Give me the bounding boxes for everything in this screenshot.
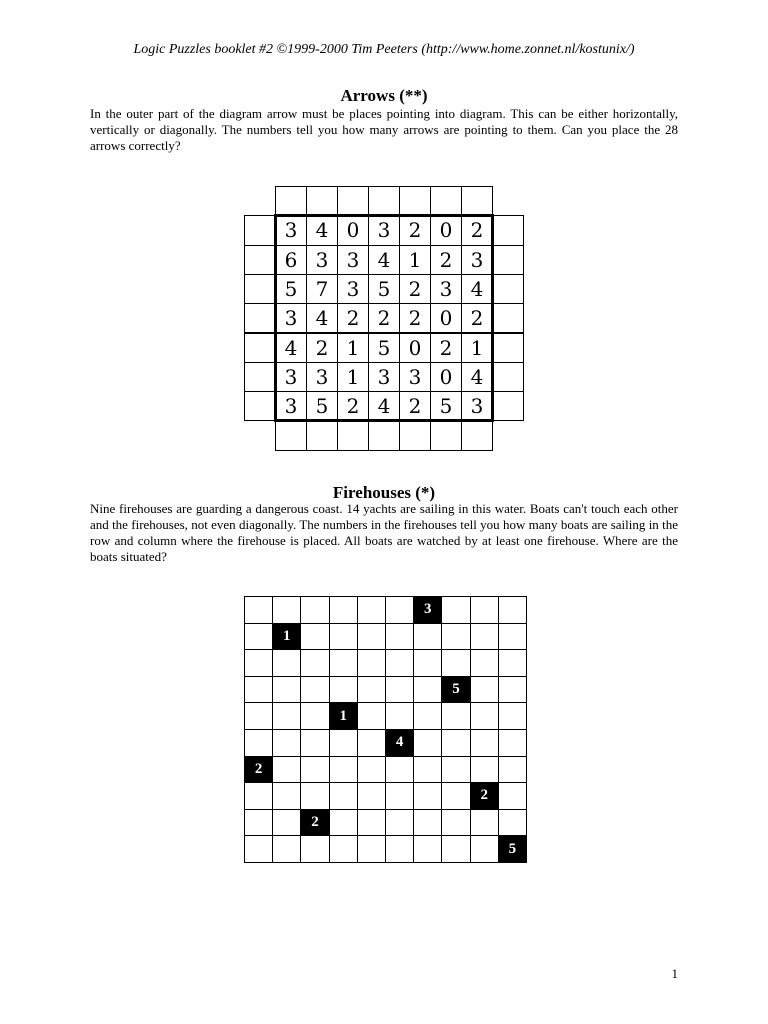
firehouses-cell[interactable]	[385, 782, 414, 810]
arrows-number-cell	[368, 215, 400, 245]
firehouses-cell[interactable]	[272, 729, 301, 757]
arrow-placement-cell[interactable]	[368, 420, 400, 450]
firehouses-cell[interactable]	[498, 809, 527, 837]
firehouses-puzzle-grid	[244, 596, 528, 864]
arrows-number-cell	[430, 245, 462, 275]
arrow-placement-cell[interactable]	[244, 215, 276, 245]
firehouses-cell[interactable]	[300, 756, 329, 784]
firehouses-cell[interactable]	[357, 596, 386, 624]
arrows-number-cell	[337, 333, 369, 363]
arrows-number: 4	[377, 247, 391, 272]
arrows-number-cell	[461, 215, 493, 245]
arrows-number: 2	[470, 306, 484, 331]
arrows-number-cell	[275, 333, 307, 363]
arrows-number: 3	[346, 247, 360, 272]
arrows-number: 7	[315, 277, 329, 302]
firehouses-cell[interactable]	[272, 782, 301, 810]
arrows-number: 0	[439, 306, 453, 331]
arrow-placement-cell[interactable]	[461, 420, 493, 450]
firehouses-cell[interactable]	[385, 702, 414, 730]
arrows-number: 0	[439, 364, 453, 389]
firehouses-cell[interactable]	[329, 676, 358, 704]
arrows-number: 5	[284, 277, 298, 302]
arrows-number: 1	[346, 364, 360, 389]
firehouses-cell[interactable]	[413, 835, 442, 863]
firehouses-cell[interactable]	[441, 623, 470, 651]
arrows-number-cell	[306, 362, 338, 392]
firehouses-cell[interactable]	[498, 649, 527, 677]
arrows-number: 1	[346, 335, 360, 360]
arrows-number: 3	[470, 247, 484, 272]
arrows-number-cell	[461, 333, 493, 363]
firehouses-cell[interactable]	[272, 649, 301, 677]
arrows-number: 5	[439, 394, 453, 419]
firehouses-cell[interactable]	[329, 835, 358, 863]
firehouses-cell[interactable]	[498, 756, 527, 784]
firehouses-cell[interactable]	[470, 835, 499, 863]
arrows-number-cell	[368, 391, 400, 421]
arrow-placement-cell[interactable]	[492, 245, 524, 275]
arrows-number-cell	[275, 362, 307, 392]
firehouses-cell[interactable]	[357, 676, 386, 704]
arrows-number: 2	[346, 394, 360, 419]
arrows-number: 2	[346, 306, 360, 331]
firehouses-cell[interactable]	[300, 623, 329, 651]
firehouse-cell: 2	[301, 810, 328, 836]
arrows-number-cell	[399, 215, 431, 245]
firehouses-cell[interactable]	[441, 756, 470, 784]
arrow-placement-cell[interactable]	[368, 186, 400, 216]
arrows-number-cell	[337, 215, 369, 245]
firehouses-cell[interactable]	[244, 835, 273, 863]
arrows-number: 3	[346, 277, 360, 302]
firehouses-cell[interactable]	[244, 782, 273, 810]
firehouses-title: Firehouses (*)	[332, 483, 436, 502]
firehouse-cell: 5	[499, 836, 526, 862]
firehouses-cell[interactable]	[385, 676, 414, 704]
arrows-number: 3	[315, 247, 329, 272]
firehouses-cell[interactable]	[385, 649, 414, 677]
page-number: 1	[671, 966, 678, 981]
firehouses-cell[interactable]	[385, 835, 414, 863]
arrows-number-cell	[368, 362, 400, 392]
arrows-number: 3	[284, 364, 298, 389]
arrows-number: 2	[439, 247, 453, 272]
arrows-number: 4	[315, 306, 329, 331]
arrows-number: 5	[377, 335, 391, 360]
arrow-placement-cell[interactable]	[430, 186, 462, 216]
arrows-number: 3	[408, 364, 422, 389]
firehouses-cell[interactable]	[244, 729, 273, 757]
firehouses-cell[interactable]	[300, 782, 329, 810]
firehouses-cell[interactable]	[498, 702, 527, 730]
firehouse-cell: 2	[245, 757, 272, 783]
arrows-number-cell	[399, 362, 431, 392]
arrow-placement-cell[interactable]	[492, 215, 524, 245]
arrows-number-cell	[275, 303, 307, 333]
firehouses-cell[interactable]	[329, 623, 358, 651]
firehouses-cell[interactable]	[300, 835, 329, 863]
arrows-number-cell	[461, 362, 493, 392]
arrows-number: 3	[377, 218, 391, 243]
firehouses-cell[interactable]	[300, 649, 329, 677]
firehouses-cell[interactable]	[441, 649, 470, 677]
arrows-number: 6	[284, 247, 298, 272]
firehouses-cell[interactable]	[329, 782, 358, 810]
arrow-placement-cell[interactable]	[244, 274, 276, 304]
arrows-number-cell	[399, 391, 431, 421]
arrows-number-cell	[430, 215, 462, 245]
firehouses-cell[interactable]	[470, 809, 499, 837]
firehouses-cell[interactable]	[244, 649, 273, 677]
arrow-placement-cell[interactable]	[244, 333, 276, 363]
firehouses-cell[interactable]	[329, 729, 358, 757]
firehouses-cell[interactable]	[300, 702, 329, 730]
firehouses-cell[interactable]	[498, 729, 527, 757]
firehouses-cell[interactable]	[357, 702, 386, 730]
firehouses-cell[interactable]	[441, 835, 470, 863]
arrows-number-cell	[275, 245, 307, 275]
firehouses-cell[interactable]	[413, 623, 442, 651]
arrows-number-cell	[275, 215, 307, 245]
firehouse-cell: 3	[414, 597, 441, 623]
firehouses-cell[interactable]	[244, 596, 273, 624]
firehouses-cell[interactable]	[357, 756, 386, 784]
firehouses-cell[interactable]	[272, 809, 301, 837]
arrows-number: 3	[315, 364, 329, 389]
firehouses-cell[interactable]	[357, 782, 386, 810]
arrows-number-cell	[306, 333, 338, 363]
arrows-number-cell	[399, 303, 431, 333]
firehouse-cell: 4	[386, 730, 413, 756]
firehouses-cell[interactable]	[413, 676, 442, 704]
arrows-number: 0	[346, 218, 360, 243]
arrows-description: In the outer part of the diagram arrow must be places pointing into diagram. This can be either horizontally, vertically or diagonally. The numbers tell you how many arrows are pointing to them. Can you place the 28 arrows correctly?	[90, 106, 678, 153]
arrows-number: 4	[377, 394, 391, 419]
arrows-number-cell	[399, 333, 431, 363]
arrows-number: 2	[377, 306, 391, 331]
firehouse-cell: 2	[471, 783, 498, 809]
firehouses-cell[interactable]	[470, 649, 499, 677]
page-header: Logic Puzzles booklet #2 ©1999-2000 Tim Peeters (http://www.home.zonnet.nl/kostunix/)	[133, 42, 635, 57]
arrow-placement-cell[interactable]	[244, 303, 276, 333]
firehouses-cell[interactable]	[413, 729, 442, 757]
arrow-placement-cell[interactable]	[275, 186, 307, 216]
firehouses-cell[interactable]	[329, 649, 358, 677]
firehouses-cell[interactable]	[357, 729, 386, 757]
arrows-number-cell	[275, 391, 307, 421]
arrows-number-cell	[337, 274, 369, 304]
firehouses-description: Nine firehouses are guarding a dangerous coast. 14 yachts are sailing in this water. Boats can't touch each other and the firehouses, not even diagonally. The numbers in the firehouses tell you how many boats are sailing in the row and column where the firehouse is placed. All boats are watched by at least one firehouse. Where are the boats situated?	[90, 501, 678, 564]
arrows-number-cell	[430, 333, 462, 363]
firehouses-cell[interactable]	[413, 649, 442, 677]
firehouses-cell[interactable]	[272, 676, 301, 704]
arrows-number: 2	[470, 218, 484, 243]
arrows-number: 5	[315, 394, 329, 419]
arrow-placement-cell[interactable]	[492, 333, 524, 363]
arrows-number-cell	[306, 391, 338, 421]
firehouses-cell[interactable]	[272, 756, 301, 784]
firehouses-cell[interactable]	[441, 596, 470, 624]
firehouses-cell[interactable]	[357, 649, 386, 677]
firehouses-cell[interactable]	[329, 756, 358, 784]
firehouses-cell[interactable]	[470, 729, 499, 757]
arrows-number: 2	[408, 394, 422, 419]
firehouses-cell[interactable]	[413, 756, 442, 784]
arrows-number: 2	[315, 335, 329, 360]
firehouses-cell[interactable]	[441, 729, 470, 757]
arrow-placement-cell[interactable]	[492, 362, 524, 392]
firehouses-cell[interactable]	[244, 702, 273, 730]
firehouse-cell: 1	[273, 624, 300, 650]
arrows-number: 4	[284, 335, 298, 360]
firehouses-cell[interactable]	[357, 809, 386, 837]
firehouses-cell[interactable]	[272, 835, 301, 863]
firehouses-cell[interactable]	[441, 702, 470, 730]
firehouses-cell[interactable]	[300, 676, 329, 704]
firehouses-cell[interactable]	[300, 596, 329, 624]
arrows-number-cell	[337, 245, 369, 275]
arrow-placement-cell[interactable]	[492, 274, 524, 304]
firehouses-cell[interactable]	[244, 809, 273, 837]
arrow-placement-cell[interactable]	[244, 391, 276, 421]
firehouses-cell[interactable]	[470, 702, 499, 730]
arrows-puzzle-grid	[244, 186, 524, 450]
firehouses-cell[interactable]	[470, 623, 499, 651]
arrows-number: 3	[284, 306, 298, 331]
arrow-placement-cell[interactable]	[492, 391, 524, 421]
firehouses-cell[interactable]	[441, 782, 470, 810]
firehouses-cell[interactable]	[441, 809, 470, 837]
arrows-number: 2	[408, 306, 422, 331]
arrows-number-cell	[337, 303, 369, 333]
arrow-placement-cell[interactable]	[306, 420, 338, 450]
arrows-number-cell	[368, 303, 400, 333]
firehouses-cell[interactable]	[470, 756, 499, 784]
arrows-number-cell	[306, 245, 338, 275]
arrow-placement-cell[interactable]	[244, 362, 276, 392]
firehouse-cell: 1	[330, 703, 357, 729]
arrows-number: 0	[439, 218, 453, 243]
arrows-number-cell	[337, 391, 369, 421]
arrow-placement-cell[interactable]	[399, 186, 431, 216]
firehouses-cell[interactable]	[413, 702, 442, 730]
firehouses-cell[interactable]	[244, 623, 273, 651]
arrows-number: 1	[470, 335, 484, 360]
arrows-number-cell	[337, 362, 369, 392]
arrows-number: 5	[377, 277, 391, 302]
arrows-number-cell	[430, 274, 462, 304]
arrows-number: 3	[284, 218, 298, 243]
arrows-number: 4	[470, 277, 484, 302]
arrow-placement-cell[interactable]	[244, 245, 276, 275]
firehouses-cell[interactable]	[498, 596, 527, 624]
firehouses-cell[interactable]	[272, 596, 301, 624]
arrows-number-cell	[461, 303, 493, 333]
firehouse-cell: 5	[442, 677, 469, 703]
arrows-number: 1	[408, 247, 422, 272]
arrows-number-cell	[306, 303, 338, 333]
arrows-number-cell	[399, 274, 431, 304]
firehouses-cell[interactable]	[470, 596, 499, 624]
arrow-placement-cell[interactable]	[306, 186, 338, 216]
arrow-placement-cell[interactable]	[337, 186, 369, 216]
arrows-number-cell	[430, 362, 462, 392]
firehouses-cell[interactable]	[272, 702, 301, 730]
arrows-number-cell	[368, 333, 400, 363]
firehouses-cell[interactable]	[300, 729, 329, 757]
arrows-number-cell	[275, 274, 307, 304]
firehouses-cell[interactable]	[244, 676, 273, 704]
arrows-title: Arrows (**)	[340, 86, 428, 105]
firehouses-cell[interactable]	[357, 835, 386, 863]
arrows-number-cell	[430, 391, 462, 421]
arrow-placement-cell[interactable]	[337, 420, 369, 450]
arrows-number: 2	[408, 277, 422, 302]
arrows-number: 3	[377, 364, 391, 389]
arrow-placement-cell[interactable]	[275, 420, 307, 450]
arrows-number-cell	[306, 215, 338, 245]
firehouses-cell[interactable]	[385, 596, 414, 624]
arrows-number-cell	[461, 245, 493, 275]
firehouses-cell[interactable]	[413, 782, 442, 810]
firehouses-cell[interactable]	[498, 623, 527, 651]
arrows-number: 4	[315, 218, 329, 243]
firehouses-cell[interactable]	[413, 809, 442, 837]
firehouses-cell[interactable]	[385, 623, 414, 651]
arrows-number-cell	[430, 303, 462, 333]
arrows-number: 2	[439, 335, 453, 360]
arrows-number-cell	[461, 391, 493, 421]
arrow-placement-cell[interactable]	[399, 420, 431, 450]
arrows-number: 3	[284, 394, 298, 419]
arrows-number: 4	[470, 364, 484, 389]
firehouses-cell[interactable]	[385, 756, 414, 784]
firehouses-cell[interactable]	[470, 676, 499, 704]
arrows-number-cell	[368, 245, 400, 275]
arrows-number-cell	[461, 274, 493, 304]
arrow-placement-cell[interactable]	[492, 303, 524, 333]
arrow-placement-cell[interactable]	[430, 420, 462, 450]
arrows-number-cell	[306, 274, 338, 304]
firehouses-cell[interactable]	[329, 596, 358, 624]
arrow-placement-cell[interactable]	[461, 186, 493, 216]
arrows-number-cell	[368, 274, 400, 304]
arrows-number: 0	[408, 335, 422, 360]
arrows-number: 2	[408, 218, 422, 243]
firehouses-cell[interactable]	[498, 782, 527, 810]
arrows-number-cell	[399, 245, 431, 275]
firehouses-cell[interactable]	[498, 676, 527, 704]
firehouses-cell[interactable]	[329, 809, 358, 837]
arrows-number: 3	[470, 394, 484, 419]
arrows-number: 3	[439, 277, 453, 302]
firehouses-cell[interactable]	[357, 623, 386, 651]
firehouses-cell[interactable]	[385, 809, 414, 837]
